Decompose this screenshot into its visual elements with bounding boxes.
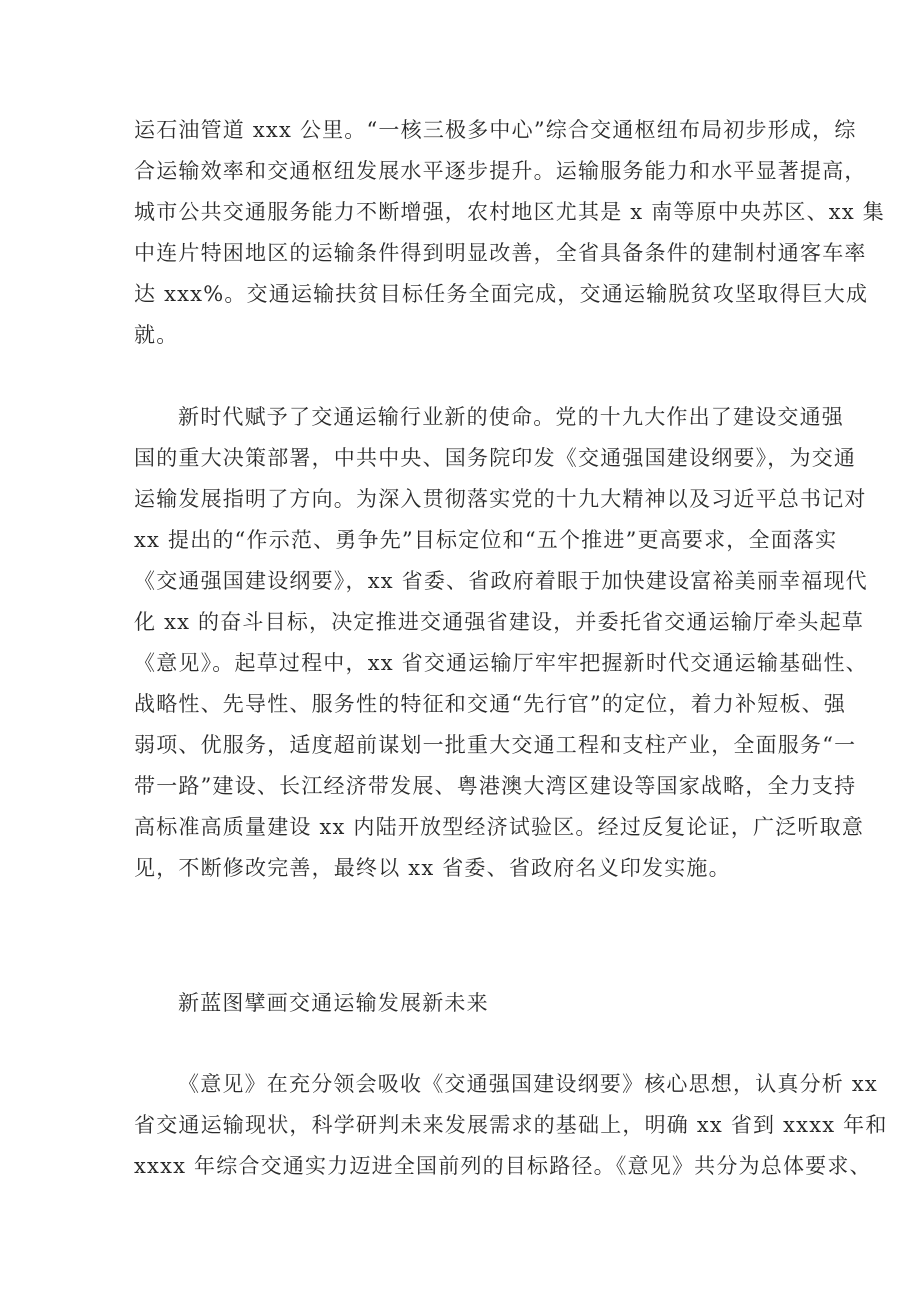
paragraph-3-line-3: xxxx 年综合交通实力迈进全国前列的目标路径。《意见》共分为总体要求、 xyxy=(134,1154,872,1178)
paragraph-2-line-3: 运输发展指明了方向。为深入贯彻落实党的十九大精神以及习近平总书记对 xyxy=(134,487,867,511)
paragraph-2 xyxy=(134,397,868,889)
paragraph-2-line-5: 《交通强国建设纲要》，xx 省委、省政府着眼于加快建设富裕美丽幸福现代 xyxy=(134,569,868,593)
paragraph-1-line-4: 中连片特困地区的运输条件得到明显改善，全省具备条件的建制村通客车率 xyxy=(134,241,867,265)
paragraph-2-line-7: 《意见》。起草过程中，xx 省交通运输厅牢牢把握新时代交通运输基础性、 xyxy=(134,651,868,675)
paragraph-2-line-9: 弱项、优服务，适度超前谋划一批重大交通工程和支柱产业，全面服务“一 xyxy=(134,733,857,757)
paragraph-2-line-12: 见，不断修改完善，最终以 xx 省委、省政府名义印发实施。 xyxy=(134,856,731,880)
paragraph-1-line-2: 合运输效率和交通枢纽发展水平逐步提升。运输服务能力和水平显著提高， xyxy=(134,159,867,183)
paragraph-2-line-6: 化 xx 的奋斗目标，决定推进交通强省建设，并委托省交通运输厅牵头起草 xyxy=(134,610,865,634)
paragraph-1-line-1: 运石油管道 xxx 公里。“一核三极多中心”综合交通枢纽布局初步形成，综 xyxy=(134,118,857,142)
section-heading: 新蓝图擘画交通运输发展新未来 xyxy=(178,991,489,1015)
paragraph-2-line-1: 新时代赋予了交通运输行业新的使命。党的十九大作出了建设交通强 xyxy=(178,405,844,429)
paragraph-2-line-2: 国的重大决策部署，中共中央、国务院印发《交通强国建设纲要》，为交通 xyxy=(134,446,857,470)
paragraph-3 xyxy=(134,1064,888,1187)
paragraph-3-line-1: 《意见》在充分领会吸收《交通强国建设纲要》核心思想，认真分析 xx xyxy=(178,1072,878,1096)
paragraph-1-line-3: 城市公共交通服务能力不断增强，农村地区尤其是 x 南等原中央苏区、xx 集 xyxy=(134,200,885,224)
paragraph-2-line-4: xx 提出的“作示范、勇争先”目标定位和“五个推进”更高要求，全面落实 xyxy=(134,528,838,552)
paragraph-2-line-10: 带一路”建设、长江经济带发展、粤港澳大湾区建设等国家战略，全力支持 xyxy=(134,774,857,798)
paragraph-2-line-11: 高标准高质量建设 xx 内陆开放型经济试验区。经过反复论证，广泛听取意 xyxy=(134,815,865,839)
paragraph-1-line-6: 就。 xyxy=(134,323,179,347)
paragraph-1-line-5: 达 xxx%。交通运输扶贫目标任务全面完成，交通运输脱贫攻坚取得巨大成 xyxy=(134,282,869,306)
paragraph-2-line-8: 战略性、先导性、服务性的特征和交通“先行官”的定位，着力补短板、强 xyxy=(134,692,847,716)
paragraph-1 xyxy=(134,110,885,356)
paragraph-3-line-2: 省交通运输现状，科学研判未来发展需求的基础上，明确 xx 省到 xxxx 年和 xyxy=(134,1113,888,1137)
